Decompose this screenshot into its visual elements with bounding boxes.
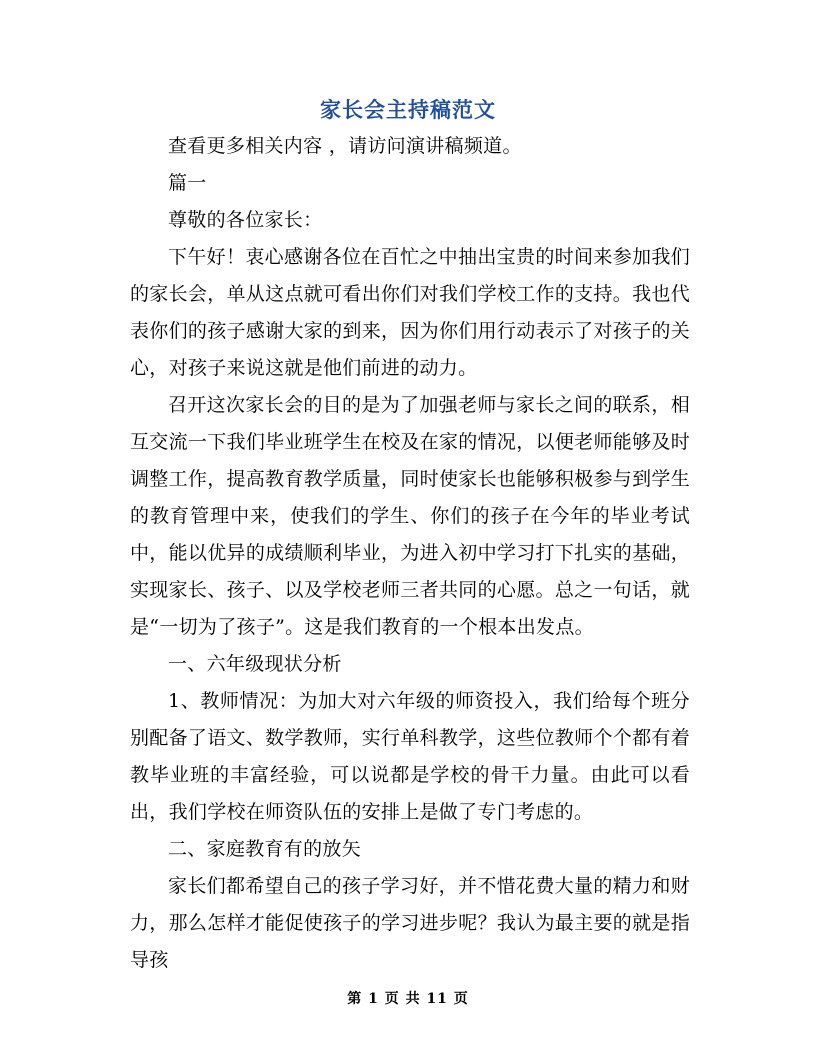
paragraph-teacher-situation: 1、教师情况：为加大对六年级的师资投入，我们给每个班分别配备了语文、数学教师，实行单科教学，这些位教师个个都有着教毕业班的丰富经验，可以说都是学校的骨干力量。由此可以看出，我们学校在师资队伍的安排上是做了专门考虑的。 [130,690,690,823]
page-number-footer: 第 1 页 共 11 页 [347,991,469,1007]
paragraph-parents-hope: 家长们都希望自己的孩子学习好，并不惜花费大量的精力和财力，那么怎样才能促使孩子的学习进步呢？我认为最主要的就是指导孩 [130,875,690,971]
paragraph-more-content: 查看更多相关内容 ，请访问演讲稿频道。 [168,135,522,157]
document-title: 家长会主持稿范文 [320,97,496,122]
document-body [130,128,690,979]
paragraph-section-label: 篇一 [168,172,207,194]
paragraph-greeting: 下午好！衷心感谢各位在百忙之中抽出宝贵的时间来参加我们的家长会，单从这点就可看出你们对我们学校工作的支持。我也代表你们的孩子感谢大家的到来，因为你们用行动表示了对孩子的关心，对孩子来说这就是他们前进的动力。 [130,246,690,379]
heading-family-education: 二、家庭教育有的放矢 [168,838,362,860]
paragraph-purpose: 召开这次家长会的目的是为了加强老师与家长之间的联系，相互交流一下我们毕业班学生在校及在家的情况，以便老师能够及时调整工作，提高教育教学质量，同时使家长也能够积极参与到学生的教育管理中来，使我们的学生、你们的孩子在今年的毕业考试中，能以优异的成绩顺利毕业，为进入初中学习打下扎实的基础，实现家长、孩子、以及学校老师三者共同的心愿。总之一句话，就是“一切为了孩子”。这是我们教育的一个根本出发点。 [130,394,690,638]
heading-grade-six-analysis: 一、六年级现状分析 [168,653,342,675]
paragraph-salutation: 尊敬的各位家长： [168,209,323,231]
